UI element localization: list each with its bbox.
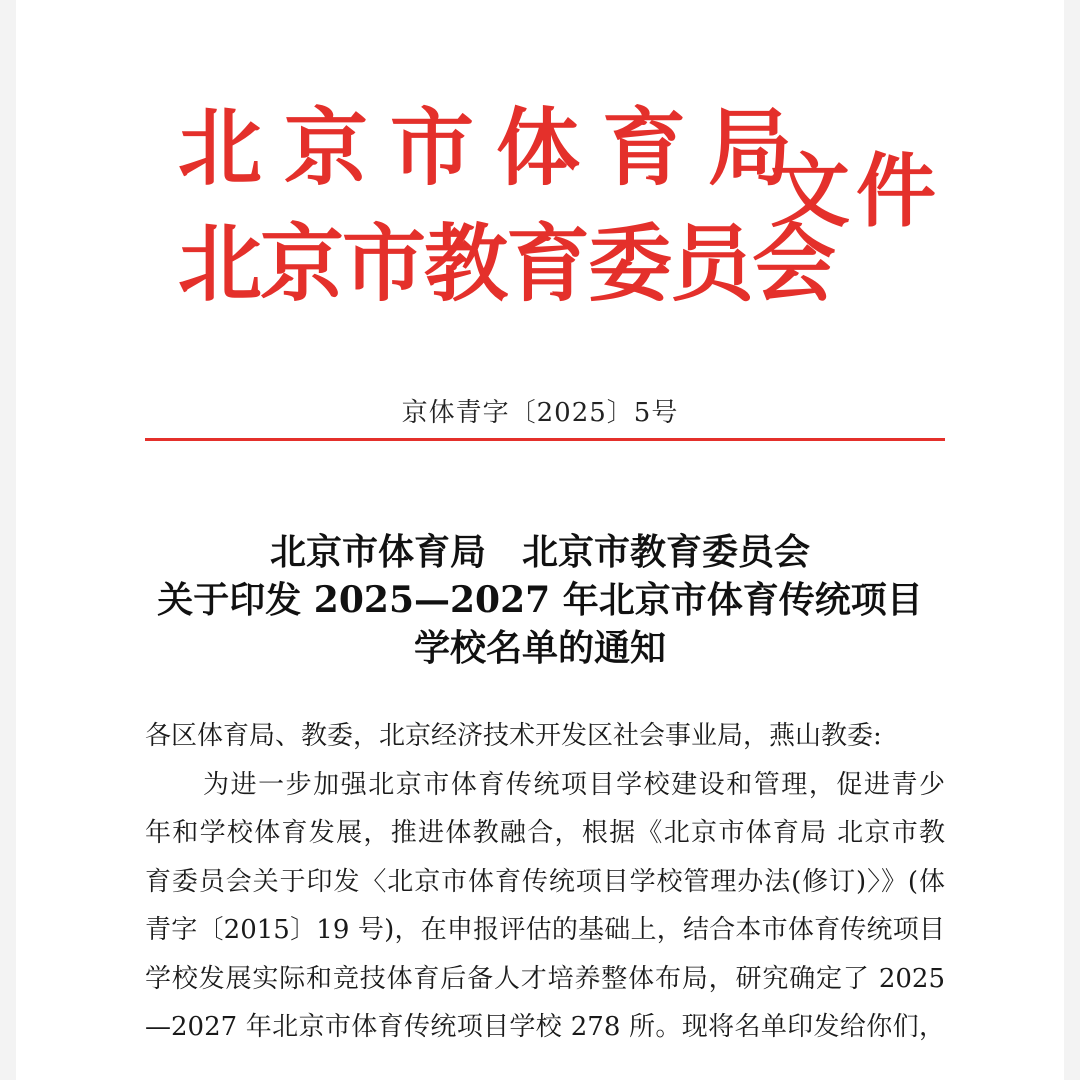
notice-title (0, 528, 1080, 672)
document-number: 京体青字〔2025〕5号 (401, 398, 679, 428)
title-line-1 (0, 528, 1080, 576)
issuer-line-2: 北京市教育委员会 (178, 215, 835, 313)
body-line: 为进一步加强北京市体育传统项目学校建设和管理，促进青少 (203, 769, 945, 800)
body-line: —2027 年北京市体育传统项目学校 278 所。现将名单印发给你们， (145, 1012, 945, 1042)
document-word: 文件 (770, 145, 942, 238)
body-line: 育委员会关于印发〈北京市体育传统项目学校管理办法(修订)〉》(体 (145, 866, 945, 897)
body-line: 学校发展实际和竞技体育后备人才培养整体布局，研究确定了 2025 (145, 963, 945, 994)
red-divider (145, 438, 945, 441)
notice-body (145, 712, 945, 1052)
title-issuer-a: 北京市体育局 (269, 531, 486, 573)
title-line-3: 学校名单的通知 (413, 627, 666, 669)
title-line-2: 关于印发 2025—2027 年北京市体育传统项目 (157, 579, 923, 621)
title-issuer-b: 北京市教育委员会 (522, 531, 811, 573)
body-line: 青字〔2015〕19 号)，在申报评估的基础上，结合本市体育传统项目 (145, 915, 945, 945)
issuer-line-1: 北京市体育局 (178, 99, 815, 197)
salutation: 各区体育局、教委，北京经济技术开发区社会事业局，燕山教委: (145, 721, 882, 751)
body-line: 年和学校体育发展，推进体教融合，根据《北京市体育局 北京市教 (145, 818, 945, 848)
